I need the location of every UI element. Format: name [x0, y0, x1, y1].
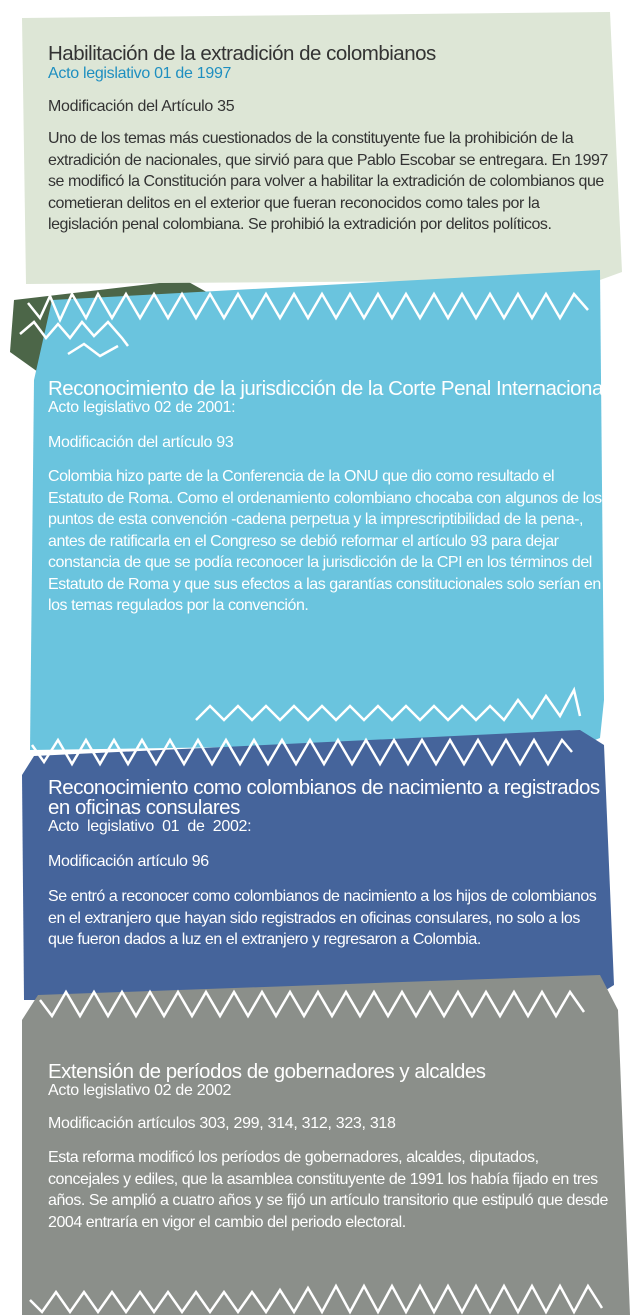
card-description: Se entró a reconocer como colombianos de nacimiento a los hijos de colombianos en el extranjero que hayan sido registrados en oficinas consulares, no solo a los que fueron dados a luz en el extranjero y regresaron a Colombia. [48, 888, 597, 948]
card-description: Esta reforma modificó los períodos de gobernadores, alcaldes, diputados, concejales y ediles, que la asamblea constituyente de 1991 los había fijado en tres años. Se amplió a cuatro años y se fijó un artículo transitorio que estipuló que desde 2004 entraría en vigor el cambio del periodo electoral. [48, 1149, 608, 1231]
card-description: Colombia hizo parte de la Conferencia de la ONU que dio como resultado el Estatuto de Roma. Como el ordenamiento colombiano chocaba con algunos de los puntos de esta convención -cadena perpetua y la imprescriptibilidad de la pena-, antes de ratificarla en el Congreso se debió reformar el artículo 93 para dejar constancia de que se podía reconocer la jurisdicción de la CPI en los términos del Estatuto de Roma y que sus efectos a las garantías constitucionales solo serían en los temas regulados por la convención. [48, 468, 602, 614]
reform-card-icc-jurisdiction [48, 379, 608, 617]
legislative-act: Acto legislativo 01 de 1997 [48, 65, 232, 82]
article-modification: Modificación artículos 303, 299, 314, 312, 323, 318 [48, 1115, 396, 1132]
legislative-act: Acto legislativo 01 de 2002: [48, 818, 252, 835]
card-title: Reconocimiento de la jurisdicción de la Corte Penal Internacional [48, 377, 607, 400]
card-title: Reconocimiento como colombianos de nacimiento a registrados en oficinas consulares [48, 776, 600, 819]
reform-card-consular-registration [48, 778, 608, 951]
card-title: Extensión de períodos de gobernadores y alcaldes [48, 1060, 486, 1083]
legislative-act: Acto legislativo 02 de 2002 [48, 1082, 232, 1099]
legislative-act: Acto legislativo 02 de 2001: [48, 399, 236, 416]
reform-card-term-extension [48, 1062, 608, 1233]
reform-card-extradition [48, 44, 608, 236]
article-modification: Modificación del Artículo 35 [48, 98, 235, 115]
article-modification: Modificación artículo 96 [48, 853, 209, 870]
card-title: Habilitación de la extradición de colombianos [48, 42, 436, 65]
article-modification: Modificación del artículo 93 [48, 434, 234, 451]
card-description: Uno de los temas más cuestionados de la constituyente fue la prohibición de la extradición de nacionales, que sirvió para que Pablo Escobar se entregara. En 1997 se modificó la Constitución para volver a habilitar la extradición de colombianos que cometieran delitos en el exterior que fueran reconocidos como tales por la legislación penal colombiana. Se prohibió la extradición por delitos políticos. [48, 130, 608, 233]
